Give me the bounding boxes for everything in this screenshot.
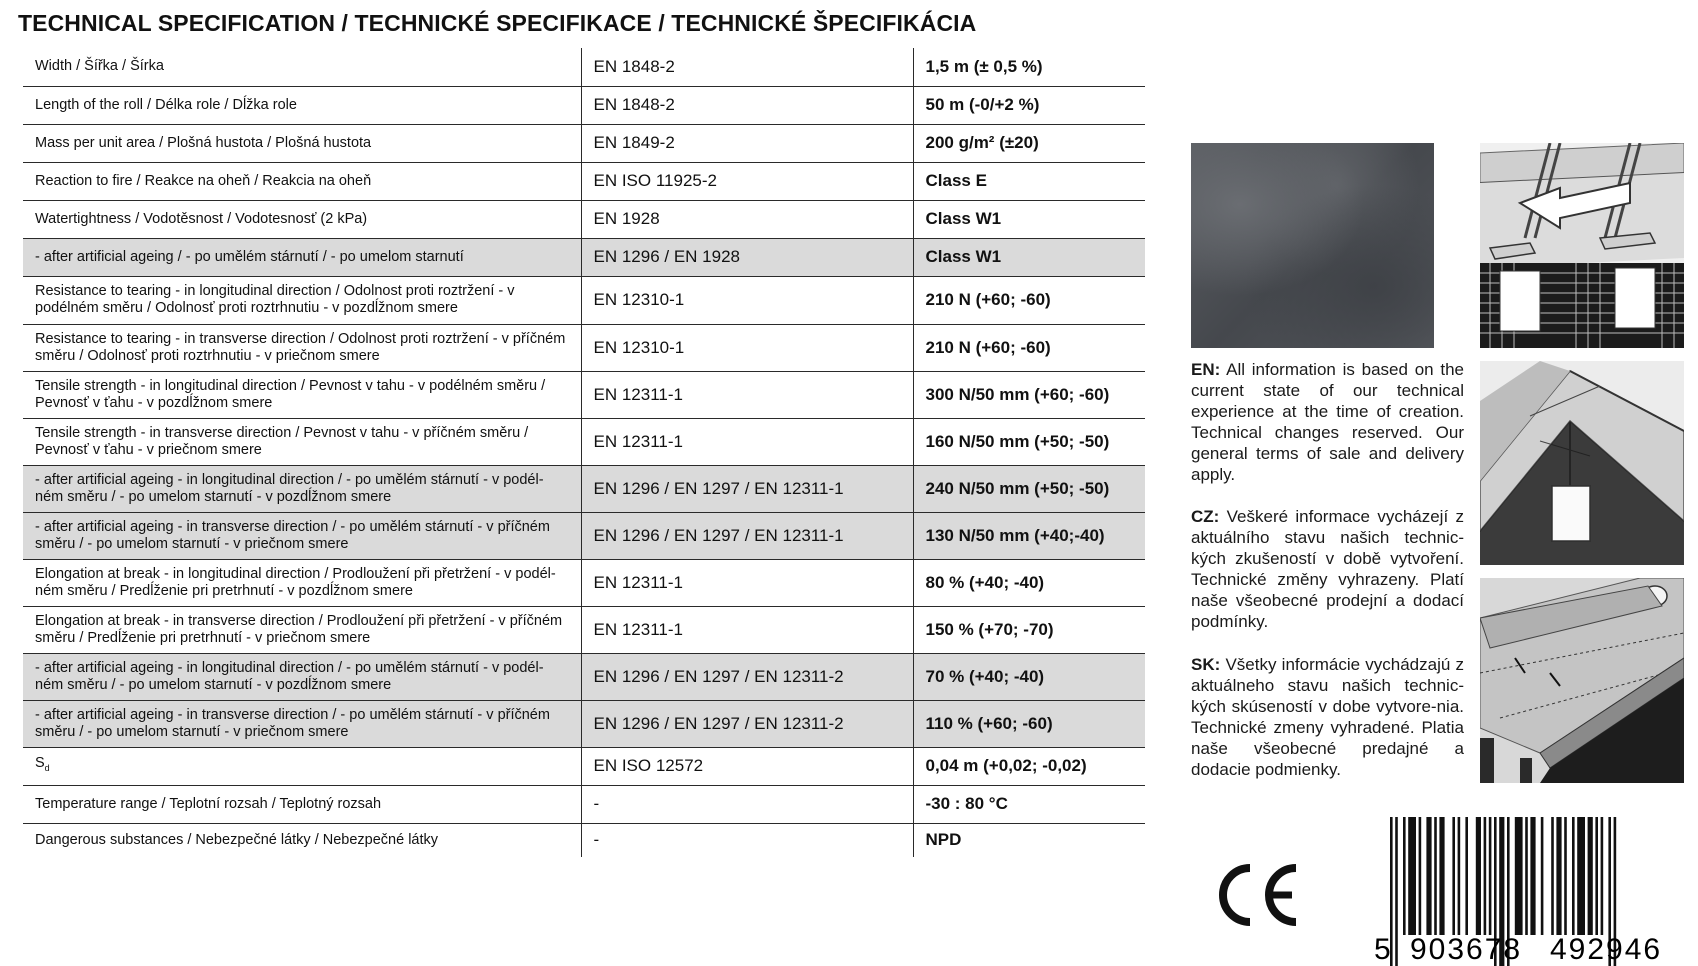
table-row	[23, 418, 1145, 465]
property-label: Tensile strength - in longitudinal direction / Pevnost v tahu - v podélném směru / Pevnosť v ťahu - v pozdĺžnom smere	[35, 377, 546, 411]
table-row	[23, 465, 1145, 512]
barcode-bar	[1395, 817, 1398, 966]
property-cell	[23, 653, 581, 700]
standard-cell: EN 12311-1	[581, 418, 913, 465]
property-label: Width / Šířka / Šírka	[35, 58, 164, 75]
barcode-bar	[1426, 817, 1431, 935]
property-label: Resistance to tearing - in longitudinal direction / Odolnost proti roztržení - v podélném směru / Odolnosť proti roztrhnutiu - v pozdĺžnom smere	[35, 283, 515, 316]
barcode-bar	[1595, 817, 1598, 935]
value-cell: 240 N/50 mm (+50; -50)	[913, 465, 1145, 512]
standard-cell: -	[581, 785, 913, 823]
standard-cell: EN 1296 / EN 1297 / EN 12311-2	[581, 700, 913, 747]
standard-cell: EN 1296 / EN 1928	[581, 238, 913, 276]
page-title: TECHNICAL SPECIFICATION / TECHNICKÉ SPECIFIKACE / TECHNICKÉ ŠPECIFIKÁCIA	[18, 10, 977, 36]
property-subscript: d	[44, 762, 50, 773]
property-cell	[23, 465, 581, 512]
barcode	[1370, 817, 1688, 966]
installation-diagram-overlap	[1480, 143, 1684, 348]
property-cell	[23, 324, 581, 371]
barcode-bar	[1439, 817, 1444, 935]
table-row	[23, 48, 1145, 86]
property-label: Elongation at break - in longitudinal direction / Prodloužení při přetržení - v podél-ném směru / Predĺženie pri pretrhnutí - v pozdĺžnom smere	[35, 565, 556, 599]
property-label: Dangerous substances / Nebezpečné látky / Nebezpečné látky	[35, 831, 439, 848]
value-cell: 110 % (+60; -60)	[913, 700, 1145, 747]
value-cell: 130 N/50 mm (+40;-40)	[913, 512, 1145, 559]
property-cell	[23, 276, 581, 324]
property-label: - after artificial ageing - in transverse direction / - po umělém stárnutí - v příčném směru / - po umelom starnutí - v priečnom smere	[35, 518, 550, 552]
table-row	[23, 653, 1145, 700]
standard-cell: EN 1296 / EN 1297 / EN 12311-2	[581, 653, 913, 700]
value-cell: 80 % (+40; -40)	[913, 559, 1145, 606]
table-row	[23, 700, 1145, 747]
info-sk	[1191, 654, 1464, 780]
barcode-bar	[1564, 817, 1567, 935]
specification-table	[23, 48, 1145, 857]
property-cell	[23, 823, 581, 857]
value-cell: 210 N (+60; -60)	[913, 276, 1145, 324]
property-cell	[23, 606, 581, 653]
standard-cell: EN 1928	[581, 200, 913, 238]
property-label: - after artificial ageing - in longitudinal direction / - po umělém stárnutí - v podél-ném směru / - po umelom starnutí - v pozdĺžnom smere	[35, 659, 544, 693]
property-cell	[23, 124, 581, 162]
property-label: Resistance to tearing - in transverse direction / Odolnost proti roztržení - v příčném směru / Odolnosť proti roztrhnutiu - v priečnom smere	[35, 330, 566, 364]
barcode-bar	[1489, 817, 1492, 935]
table-row	[23, 823, 1145, 857]
standard-cell: EN 12311-1	[581, 559, 913, 606]
value-cell: 1,5 m (± 0,5 %)	[913, 48, 1145, 86]
table-row	[23, 512, 1145, 559]
info-cz	[1191, 506, 1464, 632]
property-label: Watertightness / Vodotěsnost / Vodotesnosť (2 kPa)	[35, 210, 368, 227]
property-cell	[23, 418, 581, 465]
info-en-label: EN:	[1191, 360, 1221, 379]
membrane-texture-photo	[1191, 143, 1434, 348]
barcode-group-left: 903678	[1410, 933, 1523, 966]
table-row	[23, 747, 1145, 785]
ce-mark-logo	[1212, 862, 1302, 928]
property-cell	[23, 512, 581, 559]
value-cell: 50 m (-0/+2 %)	[913, 86, 1145, 124]
standard-cell: EN 1848-2	[581, 48, 913, 86]
barcode-bar	[1434, 817, 1437, 935]
barcode-bar	[1419, 817, 1422, 935]
barcode-group-right: 492946	[1550, 933, 1663, 966]
property-cell	[23, 785, 581, 823]
value-cell: NPD	[913, 823, 1145, 857]
barcode-bar	[1588, 817, 1593, 935]
barcode-bar	[1476, 817, 1481, 935]
property-label: Temperature range / Teplotní rozsah / Teplotný rozsah	[35, 795, 382, 812]
table-row	[23, 785, 1145, 823]
property-label: - after artificial ageing - in transverse direction / - po umělém stárnutí - v příčném směru / - po umelom starnutí - v priečnom smere	[35, 706, 550, 740]
installation-diagram-ridge	[1480, 361, 1684, 565]
barcode-bar	[1452, 817, 1455, 935]
barcode-bar	[1403, 817, 1406, 935]
barcode-bar	[1556, 817, 1561, 935]
standard-cell: EN 12311-1	[581, 606, 913, 653]
property-label: Length of the roll / Délka role / Dĺžka role	[35, 96, 297, 113]
value-cell: 300 N/50 mm (+60; -60)	[913, 371, 1145, 418]
barcode-bar	[1515, 817, 1523, 935]
standard-cell: EN 12310-1	[581, 324, 913, 371]
barcode-bar	[1484, 817, 1487, 935]
value-cell: Class E	[913, 162, 1145, 200]
table-row	[23, 124, 1145, 162]
table-row	[23, 238, 1145, 276]
property-label: Tensile strength - in transverse direction / Pevnost v tahu - v příčném směru / Pevnosť v ťahu - v priečnom smere	[35, 424, 529, 458]
standard-cell: EN 1296 / EN 1297 / EN 12311-1	[581, 512, 913, 559]
property-cell	[23, 559, 581, 606]
property-cell	[23, 238, 581, 276]
standard-cell: EN 1848-2	[581, 86, 913, 124]
standard-cell: EN 1296 / EN 1297 / EN 12311-1	[581, 465, 913, 512]
barcode-digit-first: 5	[1374, 933, 1391, 966]
property-label: - after artificial ageing - in longitudinal direction / - po umělém stárnutí - v podél-ném směru / - po umelom starnutí - v pozdĺžnom smere	[35, 471, 544, 505]
standard-cell: -	[581, 823, 913, 857]
barcode-bar	[1577, 817, 1585, 935]
info-sk-label: SK:	[1191, 655, 1221, 674]
property-cell	[23, 48, 581, 86]
table-row	[23, 324, 1145, 371]
info-en-text: All information is based on the current state of our technical experience at the time of creation. Technical changes reserved. Our general terms of sale and delivery apply.	[1191, 360, 1464, 484]
barcode-bar	[1458, 817, 1461, 935]
info-cz-label: CZ:	[1191, 507, 1220, 526]
table-row	[23, 200, 1145, 238]
value-cell: 210 N (+60; -60)	[913, 324, 1145, 371]
table-row	[23, 371, 1145, 418]
value-cell: Class W1	[913, 200, 1145, 238]
standard-cell: EN 12310-1	[581, 276, 913, 324]
barcode-bar	[1525, 817, 1528, 935]
table-row	[23, 86, 1145, 124]
property-label: Mass per unit area / Plošná hustota / Plošná hustota	[35, 134, 372, 151]
table-row	[23, 559, 1145, 606]
info-sk-text: Všetky informácie vychádzajú z aktuálneho stavu našich technic-kých skúseností v dobe vytvore-nia. Technické zmeny vyhradené. Platia naše všeobecné predajné a dodacie podmienky.	[1191, 655, 1464, 779]
standard-cell: EN 12311-1	[581, 371, 913, 418]
standard-cell: EN ISO 12572	[581, 747, 913, 785]
value-cell: 70 % (+40; -40)	[913, 653, 1145, 700]
info-en	[1191, 359, 1464, 485]
value-cell: 200 g/m² (±20)	[913, 124, 1145, 162]
table-row	[23, 606, 1145, 653]
table-row	[23, 162, 1145, 200]
value-cell: -30 : 80 °C	[913, 785, 1145, 823]
barcode-bar	[1408, 817, 1416, 935]
property-cell	[23, 371, 581, 418]
property-cell	[23, 747, 581, 785]
barcode-bar	[1530, 817, 1535, 935]
barcode-bar	[1551, 817, 1554, 935]
standard-cell: EN 1849-2	[581, 124, 913, 162]
property-label: Elongation at break - in transverse direction / Prodloužení při přetržení - v příčném směru / Predĺženie pri pretrhnutí - v priečnom smere	[35, 612, 563, 646]
property-cell	[23, 86, 581, 124]
barcode-bar	[1572, 817, 1575, 935]
property-label: - after artificial ageing / - po umělém stárnutí / - po umelom starnutí	[35, 248, 464, 265]
value-cell: Class W1	[913, 238, 1145, 276]
installation-diagram-roll	[1480, 578, 1684, 783]
barcode-bar	[1465, 817, 1468, 935]
property-cell	[23, 200, 581, 238]
standard-cell: EN ISO 11925-2	[581, 162, 913, 200]
barcode-bar	[1601, 817, 1604, 935]
property-cell	[23, 700, 581, 747]
value-cell: 0,04 m (+0,02; -0,02)	[913, 747, 1145, 785]
value-cell: 160 N/50 mm (+50; -50)	[913, 418, 1145, 465]
info-cz-text: Veškeré informace vycházejí z aktuálního stavu našich technic-kých zkušeností v době vytvoření. Technické změny vyhrazeny. Platí naše všeobecné prodejní a dodací podmínky.	[1191, 507, 1464, 631]
property-cell	[23, 162, 581, 200]
barcode-bar	[1541, 817, 1544, 935]
property-label: S	[35, 755, 45, 772]
table-row	[23, 276, 1145, 324]
value-cell: 150 % (+70; -70)	[913, 606, 1145, 653]
property-label: Reaction to fire / Reakce na oheň / Reakcia na oheň	[35, 172, 372, 189]
